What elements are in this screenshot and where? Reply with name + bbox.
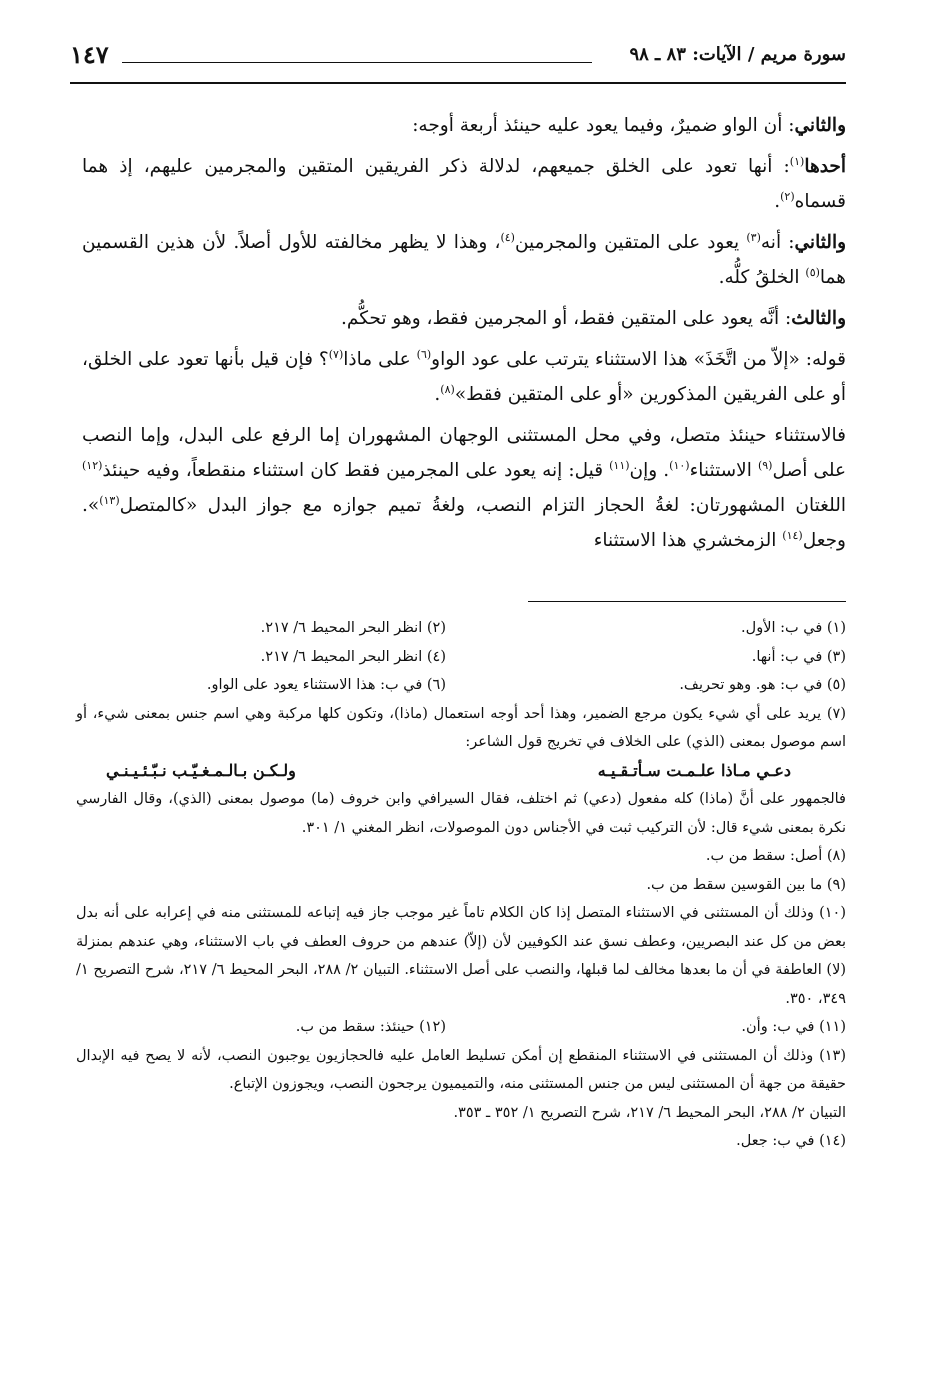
verse-second-hemistich: ولـكـن بـالـمـغـيّـب نـبّـئـيـنـي	[106, 760, 296, 780]
paragraph	[82, 108, 846, 143]
footnote-ref: (٦)	[416, 348, 432, 361]
footnote-separator	[528, 601, 846, 602]
footnote: (٤) انظر البحر المحيط ٦/ ٢١٧.	[260, 648, 446, 665]
footnote-row	[76, 1013, 846, 1042]
footnote-ref: (١٠)	[669, 459, 690, 472]
footnote: (١١) في ب: وأن.	[741, 1019, 846, 1035]
paragraph-text: ». وجعل	[82, 495, 846, 551]
footnote: (١٤) في ب: جعل.	[736, 1133, 846, 1149]
footnote: (٩) ما بين القوسين سقط من ب.	[646, 876, 846, 893]
header-bottom-rule	[70, 82, 846, 84]
footnote-continuation: فالجمهور على أنَّ (ماذا) كله مفعول (دعي) ثم اختلف، فقال السيرافي وابن خروف (ما) موصول بمعنى (الذي)، وقال الفارسي نكرة بمعنى شيء قال: لأن التركيب ثبت في الأجناس دون الموصولات، انظر المغني ١/ ٣٠١.	[76, 791, 846, 836]
footnote: (٣) في ب: أنها.	[751, 648, 846, 665]
paragraph-text: ؟ فإن قيل بأنها تعود على الخلق، أو على الفريقين المذكورين «أو على المتقين فقط»	[82, 349, 846, 405]
paragraph-label: والثالث	[791, 308, 846, 329]
footnote: (١٠) وذلك أن المستثنى في الاستثناء المتصل إذا كان الكلام تاماً غير موجب جاز فيه إتباعه للمستثنى منه في إعرابه على أنه بدل بعض من كل عند البصريين، وعطف نسق عند الكوفيين لأن (إلاّ) عندهم من حروف العطف في باب الاستثناء، وهي عندهم بمنزلة (لا) العاطفة في أن ما بعدها مخالف لما قبلها، والنصب على أصل الاستثناء. التبيان ٢/ ٢٨٨، البحر المحيط ٦/ ٢١٧، شرح التصريح ١/ ٣٤٩، ٣٥٠.	[76, 905, 846, 1007]
paragraph-text: . وإن	[629, 460, 670, 481]
footnote-ref: (٣)	[746, 231, 761, 244]
footnote-ref: (١٣)	[99, 494, 120, 507]
page-number: ١٤٧	[70, 40, 109, 69]
paragraph-text: على ماذا	[343, 349, 417, 370]
paragraph-text: ، وهذا لا يظهر مخالفته للأول أصلاً. لأن هذين القسمين هما	[82, 232, 846, 288]
paragraph-text: فالاستثناء حينئذ متصل، وفي محل المستثنى الوجهان المشهوران إما الرفع على البدل، وإما النصب على أصل	[82, 425, 846, 481]
footnote-ref: (١١)	[609, 459, 630, 472]
paragraph-text: الزمخشري هذا الاستثناء	[593, 530, 783, 551]
footnote: (٦) في ب: هذا الاستثناء يعود على الواو.	[206, 677, 446, 693]
paragraph-text: قيل: إنه يعود على المجرمين فقط كان استثناء منقطعاً، وفيه حينئذ	[102, 460, 610, 481]
verse-first-hemistich: دعـي مـاذا علـمـت سـأتـقـيـه	[597, 760, 791, 780]
paragraph	[82, 149, 846, 219]
footnote-ref: (١٢)	[82, 459, 103, 472]
paragraph-text: : أنها تعود على الخلق جميعهم، لدلالة ذكر الفريقين المتقين والمجرمين عليهم، إذ هما قسماه	[82, 156, 846, 212]
paragraph	[82, 301, 846, 336]
paragraph-text: يعود على المتقين والمجرمين	[514, 232, 747, 253]
footnote: (٥) في ب: هو. وهو تحريف.	[679, 677, 846, 693]
footnote: (٨) أصل: سقط من ب.	[705, 848, 846, 864]
main-text	[82, 108, 846, 564]
footnote-row	[76, 614, 846, 643]
paragraph-label: أحدها	[804, 156, 846, 177]
footnote-ref: (٨)	[440, 383, 455, 396]
poetry-verse	[76, 757, 846, 786]
footnote-ref: (٥)	[805, 266, 820, 279]
footnote-continuation: التبيان ٢/ ٢٨٨، البحر المحيط ٦/ ٢١٧، شرح التصريح ١/ ٣٥٢ ـ ٣٥٣.	[453, 1104, 846, 1121]
footnote: (٢) انظر البحر المحيط ٦/ ٢١٧.	[260, 620, 446, 636]
paragraph-text: : أنَّه يعود على المتقين فقط، أو المجرمين فقط، وهو تحكُّم.	[341, 308, 792, 329]
paragraph-text: : أنه	[760, 232, 795, 253]
footnote-row	[76, 643, 846, 672]
paragraph-text: اللغتان المشهورتان: لغةُ الحجاز التزام النصب، ولغةُ تميم جوازه مع جواز البدل «كالمتصل	[119, 495, 846, 516]
page-header	[70, 40, 846, 84]
header-rule	[122, 62, 592, 63]
paragraph-label: والثاني	[794, 115, 846, 136]
footnote: (١) في ب: الأول.	[741, 620, 846, 636]
paragraph-text: .	[434, 384, 441, 405]
paragraph-text: الخلقُ كلُّه.	[718, 267, 806, 288]
paragraph	[82, 342, 846, 412]
footnote: (٧) يريد على أي شيء يكون مرجع الضمير، وهذا أحد أوجه استعمال (ماذا)، وتكون كلها مركبة وهي اسم جنس بمعنى شيء، أو اسم موصول بمعنى (الذي) على الخلاف في تخريج قول الشاعر:	[76, 705, 846, 750]
surah-title: سورة مريم / الآيات: ٨٣ ـ ٩٨	[629, 44, 846, 65]
footnotes	[76, 614, 846, 1156]
footnote-ref: (٧)	[328, 348, 344, 361]
footnote-ref: (٤)	[500, 231, 515, 244]
paragraph-text: .	[774, 191, 781, 212]
footnote: (١٣) وذلك أن المستثنى في الاستثناء المنقطع إن أمكن تسليط العامل عليه فالحجازيون يوجبون النصب، لأنه لا يصح فيه الإبدال حقيقة من جهة أن المستثنى ليس من جنس المستثنى منه، والتميميون يرجحون النصب، ويجوزون الإتباع.	[76, 1047, 846, 1092]
paragraph-text: قوله: «إلاّ من اتَّخَذَ» هذا الاستثناء يترتب على عود الواو	[431, 349, 846, 370]
footnote-row	[76, 671, 846, 700]
footnote: (١٢) حينئذ: سقط من ب.	[295, 1019, 446, 1035]
paragraph	[82, 418, 846, 558]
paragraph-text: : أن الواو ضميرٌ، وفيما يعود عليه حينئذ أربعة أوجه:	[412, 115, 795, 136]
footnote-ref: (١)	[789, 155, 805, 168]
footnote-ref: (٩)	[757, 459, 773, 472]
footnote-ref: (٢)	[780, 190, 795, 203]
footnote-ref: (١٤)	[782, 529, 803, 542]
paragraph-label: والثاني	[794, 232, 847, 253]
paragraph	[82, 225, 846, 295]
paragraph-text: الاستثناء	[689, 460, 758, 481]
